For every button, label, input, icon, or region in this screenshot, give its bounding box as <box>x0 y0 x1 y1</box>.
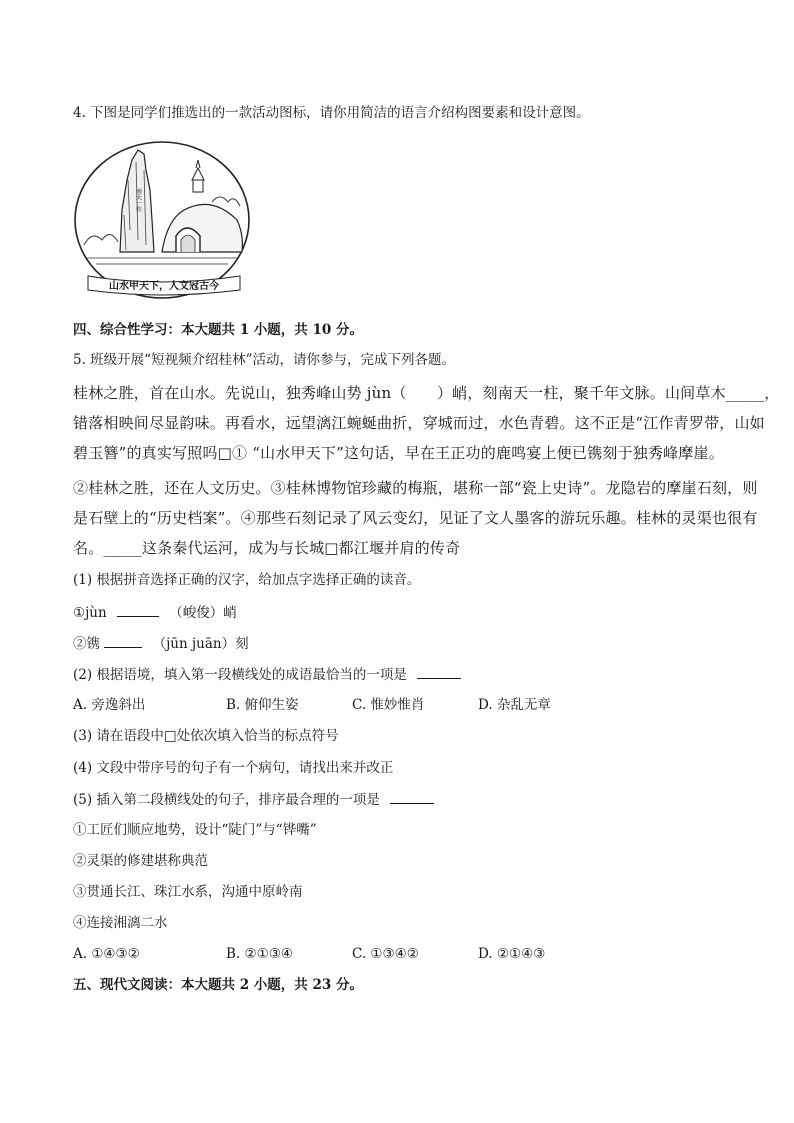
sub5-item-4: ④连接湘漓二水 <box>73 915 168 931</box>
answer-blank[interactable] <box>104 633 142 648</box>
passage-line-5: 是石壁上的“历史档案”。④那些石刻记录了风云变幻，见证了文人墨客的游玩乐趣。桂林的灵渠也很有 <box>73 509 758 527</box>
sub5-item-3: ③贯通长江、珠江水系，沟通中原岭南 <box>73 884 303 900</box>
passage-line-6: 名。_____这条秦代运河，成为与长城□都江堰并肩的传奇 <box>73 539 461 557</box>
q5-sub3: (3) 请在语段中□处依次填入恰当的标点符号 <box>73 728 339 744</box>
section5-heading: 五、现代文阅读：本大题共 2 小题，共 23 分。 <box>73 977 363 993</box>
sub1-a-pinyin: ①jùn <box>73 605 107 621</box>
q5-sub1-b <box>73 633 249 654</box>
sub2-option-b: B. 俯仰生姿 <box>226 697 299 713</box>
emblem-ribbon-text: 山水甲天下，人文冠古今 <box>109 281 219 292</box>
q4-stem: 4. 下图是同学们推选出的一款活动图标，请你用简洁的语言介绍构图要素和设计意图。 <box>73 105 590 121</box>
passage-line-2: 错落相映间尽显韵味。再看水，远望漓江蜿蜒曲折，穿城而过，水色青碧。这不正是“江作青罗带，山如 <box>73 414 765 432</box>
sub5-item-1: ①工匠们顺应地势，设计“陡门”与“铧嘴” <box>73 822 317 838</box>
answer-blank[interactable] <box>417 664 461 679</box>
sub1-b-lead: ②镌 <box>73 636 100 652</box>
emblem-pillar-text: 南天一柱 <box>134 188 142 212</box>
q5-sub1: (1) 根据拼音选择正确的汉字，给加点字选择正确的读音。 <box>73 572 421 588</box>
sub1-a-tail: （峻俊）峭 <box>169 605 237 621</box>
sub5-item-2: ②灵渠的修建堪称典范 <box>73 853 208 869</box>
sub5-option-d: D. ②①④③ <box>478 946 546 962</box>
passage-line-4: ②桂林之胜，还在人文历史。③桂林博物馆珍藏的梅瓶，堪称一部“瓷上史诗”。龙隐岩的摩崖石刻，则 <box>73 479 758 497</box>
sub5-text: (5) 插入第二段横线处的句子，排序最合理的一项是 <box>73 792 380 808</box>
q5-sub4: (4) 文段中带序号的句子有一个病句，请找出来并改正 <box>73 760 394 776</box>
sub1-b-tail: （jūn juān）刻 <box>152 636 249 652</box>
answer-blank[interactable] <box>390 789 434 804</box>
q5-sub5 <box>73 789 434 810</box>
passage-line-3: 碧玉簪”的真实写照吗□① “山水甲天下”这句话，早在王正功的鹿鸣宴上便已镌刻于独秀峰摩崖。 <box>73 444 724 462</box>
sub2-text: (2) 根据语境，填入第一段横线处的成语最恰当的一项是 <box>73 667 407 683</box>
q5-sub2 <box>73 664 461 685</box>
section4-heading: 四、综合性学习：本大题共 1 小题，共 10 分。 <box>73 322 363 338</box>
sub2-option-a: A. 旁逸斜出 <box>73 697 146 713</box>
answer-blank[interactable] <box>117 602 159 617</box>
q5-stem: 5. 班级开展“短视频介绍桂林”活动，请你参与，完成下列各题。 <box>73 352 455 368</box>
q5-sub1-a <box>73 602 237 623</box>
sub2-option-d: D. 杂乱无章 <box>478 697 551 713</box>
sub5-option-c: C. ①③④② <box>352 946 419 962</box>
sub2-option-c: C. 惟妙惟肖 <box>352 697 425 713</box>
sub5-option-a: A. ①④③② <box>73 946 140 962</box>
sub5-option-b: B. ②①③④ <box>226 946 293 962</box>
activity-emblem-image <box>72 140 252 300</box>
passage-line-1: 桂林之胜，首在山水。先说山，独秀峰山势 jùn（ ）峭，刻南天一柱，聚千年文脉。山间草木_____， <box>73 384 780 402</box>
